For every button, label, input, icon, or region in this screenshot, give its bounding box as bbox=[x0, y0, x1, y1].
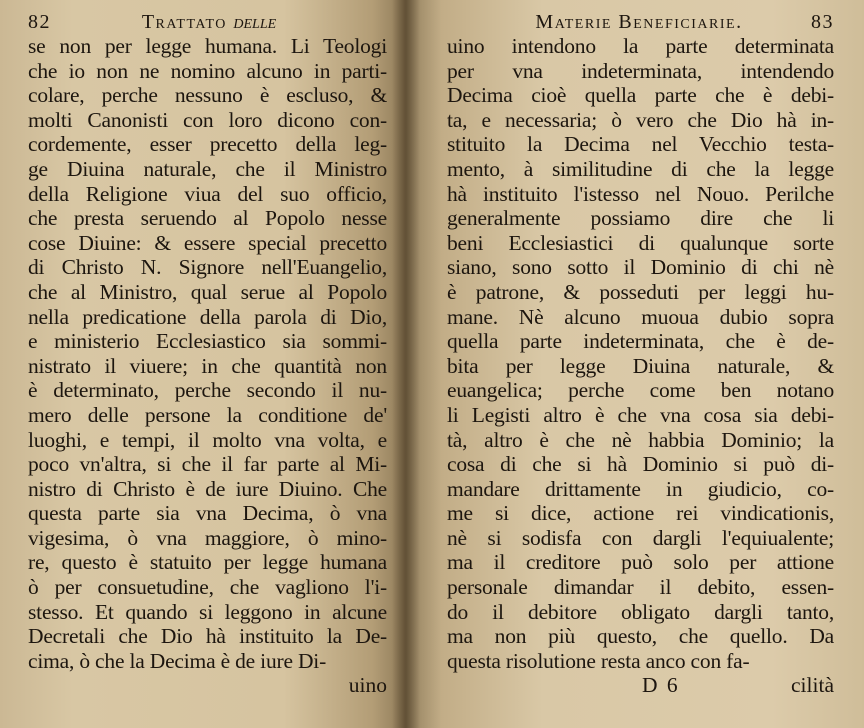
left-running-title: Trattato delle bbox=[141, 11, 277, 33]
left-catchword: uino bbox=[348, 673, 387, 698]
text-line: per vna indeterminata, intendendo bbox=[447, 58, 834, 83]
text-line: vigesima, ò vna maggiore, ò mino- bbox=[28, 525, 387, 550]
text-line: mane. Nè alcuno muoua dubio sopra bbox=[447, 304, 834, 329]
right-catchword: cilità bbox=[791, 673, 834, 698]
left-body-text bbox=[28, 34, 387, 673]
left-page-number: 82 bbox=[28, 11, 51, 33]
text-line: mento, à similitudine di che la legge bbox=[447, 156, 834, 181]
text-line: ò per consuetudine, che vagliono l'i- bbox=[28, 575, 387, 600]
right-running-title: Materie Beneficiarie. bbox=[535, 11, 743, 33]
text-line: quella parte indeterminata, che è de- bbox=[447, 329, 834, 354]
text-line: colare, perche nessuno è escluso, & bbox=[28, 83, 387, 108]
text-line: cima, ò che la Decima è de iure Di- bbox=[28, 648, 327, 673]
text-line: cosa di che si hà Dominio si può di- bbox=[447, 452, 834, 477]
text-line: che io non ne nomino alcuno in parti- bbox=[28, 58, 387, 83]
text-line: è patrone, & posseduti per leggi hu- bbox=[447, 279, 834, 304]
text-line: che al Ministro, qual serue al Popolo bbox=[28, 279, 387, 304]
text-line: re, questo è statuito per legge humana bbox=[28, 550, 387, 575]
text-line: euangelica; perche come ben notano bbox=[447, 378, 834, 403]
text-line: che presta seruendo al Popolo nesse bbox=[28, 206, 387, 231]
text-line: luoghi, e tempi, il molto vna volta, e bbox=[28, 427, 387, 452]
text-line: me si dice, actione rei vindicationis, bbox=[447, 501, 834, 526]
text-line: tà, altro è che nè habbia Dominio; la bbox=[447, 427, 834, 452]
text-line: e ministerio Ecclesiastico sia sommi- bbox=[28, 329, 387, 354]
text-line: della Religione viua del suo officio, bbox=[28, 181, 387, 206]
text-line: ge Diuina naturale, che il Ministro bbox=[28, 156, 387, 181]
right-page bbox=[405, 0, 864, 728]
text-line: mero delle persone la conditione de' bbox=[28, 402, 387, 427]
right-page-number: 83 bbox=[810, 11, 834, 33]
text-line: generalmente possiamo dire che li bbox=[447, 206, 834, 231]
text-line: cose Diuine: & essere special precetto bbox=[28, 230, 387, 255]
right-footer bbox=[447, 673, 834, 698]
text-line: di Christo N. Signore nell'Euangelio, bbox=[28, 255, 387, 280]
text-line: stituito la Decima nel Vecchio testa- bbox=[447, 132, 834, 157]
left-running-head bbox=[28, 10, 387, 34]
signature-mark: D 6 bbox=[642, 673, 680, 698]
text-line: nè si sodisfa con dargli l'equiualente; bbox=[447, 525, 834, 550]
text-line: beni Ecclesiastici di qualunque sorte bbox=[447, 230, 834, 255]
text-line: cordemente, esser precetto della leg- bbox=[28, 132, 387, 157]
text-line: do il debitore obligato dargli tanto, bbox=[447, 599, 834, 624]
text-line: bita per legge Diuina naturale, & bbox=[447, 353, 834, 378]
left-footer bbox=[28, 673, 387, 698]
text-line: questa parte sia vna Decima, ò vna bbox=[28, 501, 387, 526]
text-line: hà instituito l'istesso nel Nouo. Perilche bbox=[447, 181, 834, 206]
text-line: molti Canonisti con loro dicono con- bbox=[28, 107, 387, 132]
text-line: siano, sono sotto il Dominio di chi nè bbox=[447, 255, 834, 280]
text-line: nistro di Christo è de iure Diuino. Che bbox=[28, 476, 387, 501]
text-line: nella predicatione della parola di Dio, bbox=[28, 304, 387, 329]
text-line: è determinato, perche secondo il nu- bbox=[28, 378, 387, 403]
text-line: li Legisti altro è che vna cosa sia debi- bbox=[447, 402, 834, 427]
text-line: uino intendono la parte determinata bbox=[447, 34, 834, 58]
text-line: ta, e necessaria; ò vero che Dio hà in- bbox=[447, 107, 834, 132]
text-line: mandare drittamente in giudicio, co- bbox=[447, 476, 834, 501]
right-body-text bbox=[447, 34, 834, 673]
text-line: nistrato il viuere; in che quantità non bbox=[28, 353, 387, 378]
right-running-head bbox=[447, 10, 834, 34]
text-line: stesso. Et quando si leggono in alcune bbox=[28, 599, 387, 624]
text-line: se non per legge humana. Li Teologi bbox=[28, 34, 387, 58]
text-line: ma non più questo, che quello. Da bbox=[447, 624, 834, 649]
text-line: questa risolutione resta anco con fa- bbox=[447, 648, 750, 673]
left-page bbox=[0, 0, 405, 728]
text-line: Decima cioè quella parte che è debi- bbox=[447, 83, 834, 108]
text-line: Decretali che Dio hà instituito la De- bbox=[28, 624, 387, 649]
text-line: poco vn'altra, si che il far parte al Mi- bbox=[28, 452, 387, 477]
text-line: personale dimandar il debito, essen- bbox=[447, 575, 834, 600]
text-line: ma il creditore può solo per attione bbox=[447, 550, 834, 575]
